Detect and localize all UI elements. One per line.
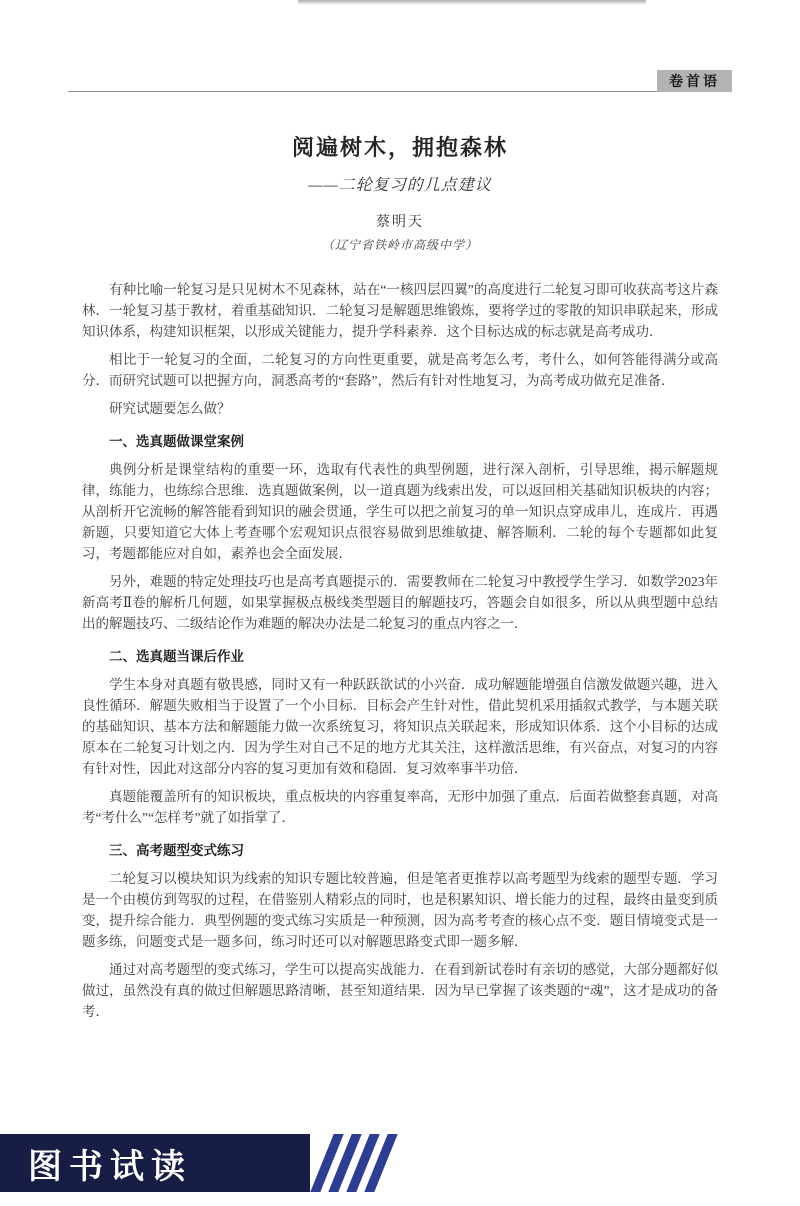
body-paragraph: 相比于一轮复习的全面，二轮复习的方向性更重要，就是高考怎么考，考什么，如何答能得满分或高分．而研究试题可以把握方向，洞悉高考的“套路”，然后有针对性地复习，为高考成功做充足准备． bbox=[82, 352, 718, 388]
body-paragraph: 学生本身对真题有敬畏感，同时又有一种跃跃欲试的小兴奋．成功解题能增强自信激发做题兴趣，进入良性循环．解题失败相当于设置了一个小目标．目标会产生针对性，借此契机采用插叙式教学，与本题关联的基础知识、基本方法和解题能力做一次系统复习，将知识点关联起来，形成知识体系．这个小目标的达成原本在二轮复习计划之内．因为学生对自己不足的地方尤其关注，这样激活思维，有兴奋点，对复习的内容有针对性，因此对这部分内容的复习更加有效和稳固．复习效率事半功倍． bbox=[82, 677, 718, 776]
preview-banner-label: 图书试读 bbox=[28, 1147, 192, 1186]
article-body bbox=[82, 279, 718, 1022]
section-heading: 二、选真题当课后作业 bbox=[109, 649, 244, 664]
body-paragraph: 研究试题要怎么做？ bbox=[109, 401, 231, 416]
section-heading: 三、高考题型变式练习 bbox=[109, 843, 244, 858]
article-affiliation: （辽宁省铁岭市高级中学） bbox=[321, 238, 478, 252]
article bbox=[82, 0, 718, 1029]
body-paragraph: 典例分析是课堂结构的重要一环，选取有代表性的典型例题，进行深入剖析，引导思维，揭示解题规律，练能力，也练综合思维．选真题做案例，以一道真题为线索出发，可以返回相关基础知识板块的内容；从剖析开它流畅的解答能看到知识的融会贯通，学生可以把之前复习的单一知识点穿成串儿，连成片．再遇新题，只要知道它大体上考查哪个宏观知识点很容易做到思维敏捷、解答顺利．二轮的每个专题都如此复习，考题都能应对自如，素养也会全面发展． bbox=[82, 462, 718, 561]
article-subtitle: ——二轮复习的几点建议 bbox=[308, 177, 492, 194]
article-author: 蔡明天 bbox=[376, 215, 424, 230]
body-paragraph: 通过对高考题型的变式练习，学生可以提高实战能力．在看到新试卷时有亲切的感觉，大部分题都好似做过，虽然没有真的做过但解题思路清晰，甚至知道结果．因为早已掌握了该类题的“魂”，这才是成功的备考． bbox=[82, 962, 718, 1019]
body-paragraph: 真题能覆盖所有的知识板块，重点板块的内容重复率高，无形中加强了重点．后面若做整套真题，对高考“考什么”“怎样考”就了如指掌了． bbox=[82, 789, 718, 825]
body-paragraph: 二轮复习以模块知识为线索的知识专题比较普遍，但是笔者更推荐以高考题型为线索的题型专题．学习是一个由模仿到驾驭的过程，在借鉴别人精彩点的同时，也是积累知识、增长能力的过程，最终由量变到质变，提升综合能力．典型例题的变式练习实质是一种预测，因为高考考查的核心点不变．题目情境变式是一题多练，问题变式是一题多问，练习时还可以对解题思路变式即一题多解． bbox=[82, 871, 718, 949]
preview-banner bbox=[0, 1134, 310, 1192]
body-paragraph: 有种比喻一轮复习是只见树木不见森林，站在“一核四层四翼”的高度进行二轮复习即可收获高考这片森林．一轮复习基于教材，着重基础知识．二轮复习是解题思维锻炼，要将学过的零散的知识串联起来，形成知识体系，构建知识框架，以形成关键能力，提升学科素养．这个目标达成的标志就是高考成功． bbox=[82, 282, 718, 339]
article-title: 阅遍树木，拥抱森林 bbox=[291, 135, 508, 160]
body-paragraph: 另外，难题的特定处理技巧也是高考真题提示的．需要教师在二轮复习中教授学生学习．如数学2023年新高考Ⅱ卷的解析几何题，如果掌握极点极线类型题目的解题技巧，答题会自如很多，所以从典型题中总结出的解题技巧、二级结论作为难题的解决办法是二轮复习的重点内容之一． bbox=[82, 574, 718, 631]
diagonal-stripes-icon bbox=[322, 1134, 386, 1192]
section-heading: 一、选真题做课堂案例 bbox=[109, 434, 244, 449]
section-label: 卷首语 bbox=[657, 70, 732, 92]
